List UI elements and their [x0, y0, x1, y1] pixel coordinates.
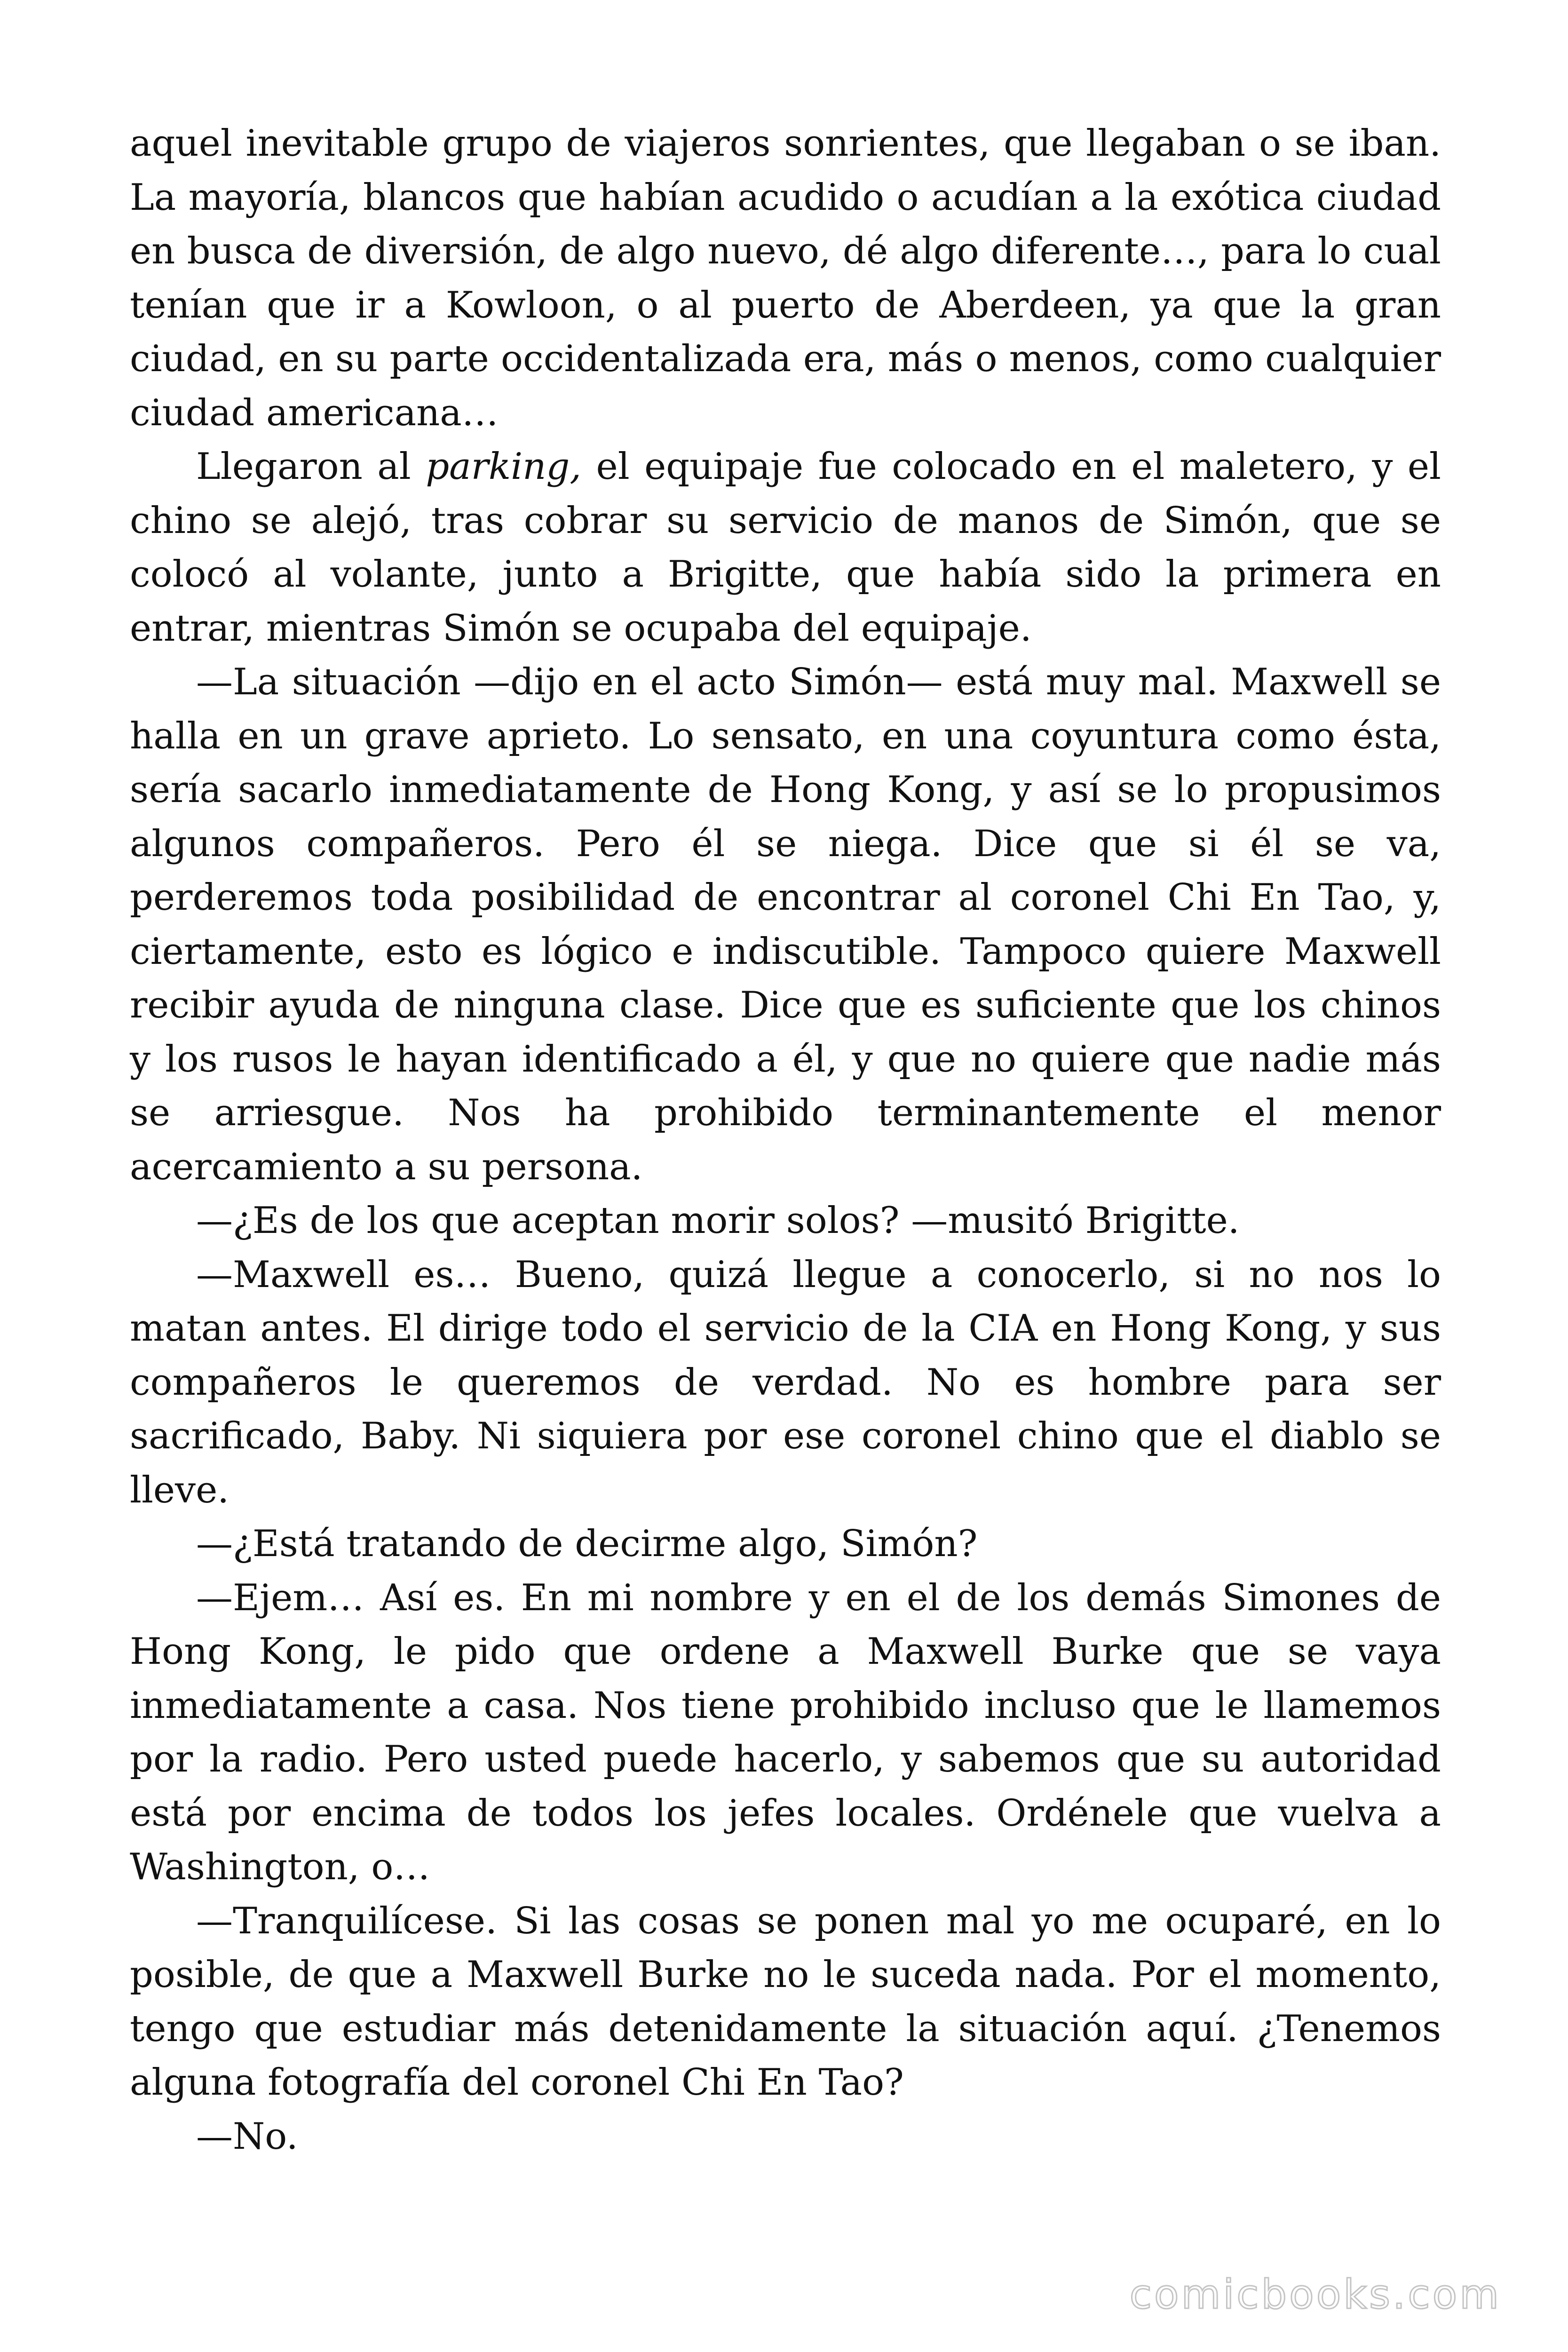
watermark: comicbooks.com — [1129, 2271, 1501, 2318]
paragraph-2 — [130, 440, 1441, 655]
paragraph-1: aquel inevitable grupo de viajeros sonrientes, que llegaban o se iban. La mayoría, blancos que habían acudido o acudían a la exótica ciudad en busca de diversión, de algo nuevo, dé algo diferente…, para lo cual tenían que ir a Kowloon, o al puerto de Aberdeen, ya que la gran ciudad, en su parte occidentalizada era, más o menos, como cualquier ciudad americana… — [130, 122, 1441, 434]
paragraph-3: —La situación —dijo en el acto Simón— está muy mal. Maxwell se halla en un grave aprieto. Lo sensato, en una coyuntura como ésta, sería sacarlo inmediatamente de Hong Kong, y así se lo propusimos algunos compañeros. Pero él se niega. Dice que si él se va, perderemos toda posibilidad de encontrar al coronel Chi En Tao, y, ciertamente, esto es lógico e indiscutible. Tampoco quiere Maxwell recibir ayuda de ninguna clase. Dice que es suficiente que los chinos y los rusos le hayan identificado a él, y que no quiere que nadie más se arriesgue. Nos ha prohibido terminantemente el menor acercamiento a su persona. — [130, 661, 1441, 1188]
paragraph-5: —Maxwell es… Bueno, quizá llegue a conocerlo, si no nos lo matan antes. El dirige todo el servicio de la CIA en Hong Kong, y sus compañeros le queremos de verdad. No es hombre para ser sacrificado, Baby. Ni siquiera por ese coronel chino que el diablo se lleve. — [130, 1253, 1441, 1511]
paragraph-4: —¿Es de los que aceptan morir solos? —musitó Brigitte. — [196, 1200, 1240, 1242]
page-body-text — [130, 117, 1441, 2163]
paragraph-2-end: el equipaje fue colocado en el maletero, y el chino se alejó, tras cobrar su servicio de manos de Simón, que se colocó al volante, junto a Brigitte, que había sido la primera en entrar, mientras Simón se ocupaba del equipaje. — [130, 445, 1441, 650]
paragraph-8: —Tranquilícese. Si las cosas se ponen mal yo me ocuparé, en lo posible, de que a Maxwell Burke no le suceda nada. Por el momento, tengo que estudiar más detenidamente la situación aquí. ¿Tenemos alguna fotografía del coronel Chi En Tao? — [130, 1899, 1441, 2104]
paragraph-9: —No. — [196, 2115, 298, 2158]
paragraph-6: —¿Está tratando de decirme algo, Simón? — [196, 1523, 978, 1565]
paragraph-2-start: Llegaron al — [196, 445, 426, 488]
paragraph-2-emphasis: parking, — [426, 445, 582, 488]
paragraph-7: —Ejem… Así es. En mi nombre y en el de los demás Simones de Hong Kong, le pido que ordene a Maxwell Burke que se vaya inmediatamente a casa. Nos tiene prohibido incluso que le llamemos por la radio. Pero usted puede hacerlo, y sabemos que su autoridad está por encima de todos los jefes locales. Ordénele que vuelva a Washington, o… — [130, 1576, 1441, 1888]
